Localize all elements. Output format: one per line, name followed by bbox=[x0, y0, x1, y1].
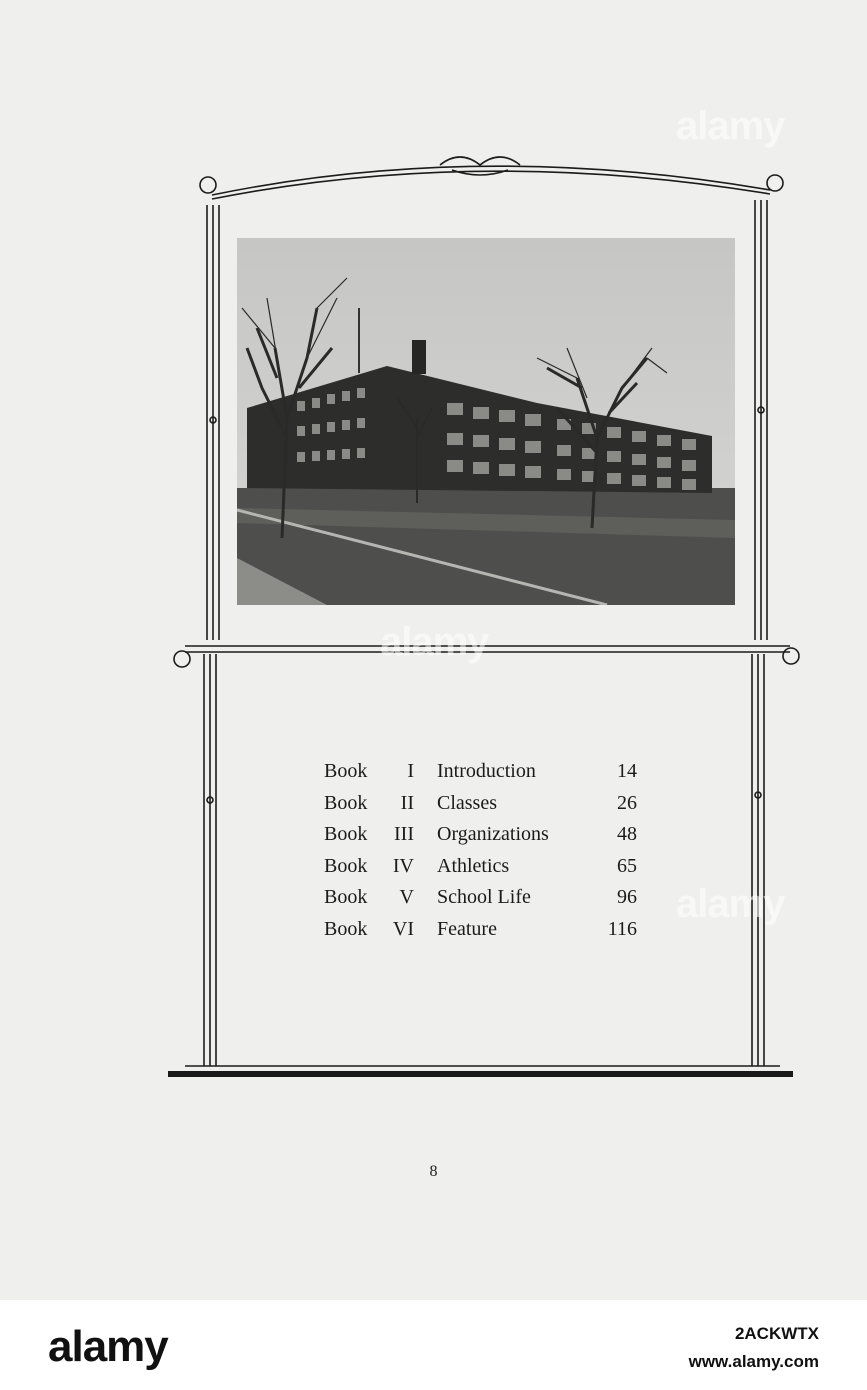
toc-section-title: Organizations bbox=[437, 823, 549, 845]
toc-book-numeral: VI bbox=[392, 917, 414, 940]
toc-entry bbox=[324, 855, 654, 887]
watermark: alamy bbox=[380, 620, 489, 664]
toc-book-numeral: I bbox=[407, 760, 414, 782]
toc-book-numeral: IV bbox=[392, 854, 414, 877]
toc-book-label: Book bbox=[324, 791, 368, 814]
toc-book-label: Book bbox=[324, 854, 368, 877]
alamy-logo: alamy bbox=[48, 1322, 168, 1371]
toc-book-label: Book bbox=[324, 760, 368, 782]
toc-section-title: School Life bbox=[437, 886, 531, 908]
toc-page-number: 14 bbox=[617, 760, 637, 782]
toc-book-label: Book bbox=[324, 823, 368, 845]
toc-entry bbox=[324, 792, 654, 824]
toc-page-number: 116 bbox=[607, 917, 637, 940]
toc-entry bbox=[324, 823, 654, 855]
toc-page-number: 26 bbox=[617, 791, 637, 814]
toc-book-numeral: V bbox=[399, 886, 414, 908]
stock-footer bbox=[0, 1300, 867, 1390]
toc-book-numeral: II bbox=[400, 791, 414, 814]
school-building-photo bbox=[237, 238, 735, 605]
toc-page-number: 65 bbox=[617, 854, 637, 877]
toc-section-title: Classes bbox=[437, 791, 497, 814]
watermark: alamy bbox=[676, 882, 785, 926]
toc-entry bbox=[324, 886, 654, 918]
toc-book-numeral: III bbox=[394, 823, 414, 845]
toc-entry bbox=[324, 918, 654, 950]
toc-page-number: 96 bbox=[617, 886, 637, 908]
toc-section-title: Feature bbox=[437, 917, 497, 940]
toc-section-title: Introduction bbox=[437, 760, 536, 782]
image-id: 2ACKWTX bbox=[734, 1324, 819, 1343]
footer-url: www.alamy.com bbox=[688, 1352, 819, 1371]
toc-entry bbox=[324, 760, 654, 792]
toc-section-title: Athletics bbox=[437, 854, 510, 877]
toc-page-number: 48 bbox=[617, 823, 637, 845]
toc-book-label: Book bbox=[324, 886, 368, 908]
toc-book-label: Book bbox=[324, 917, 368, 940]
page-number: 8 bbox=[429, 1163, 438, 1180]
watermark: alamy bbox=[676, 104, 785, 148]
table-of-contents bbox=[324, 760, 654, 949]
